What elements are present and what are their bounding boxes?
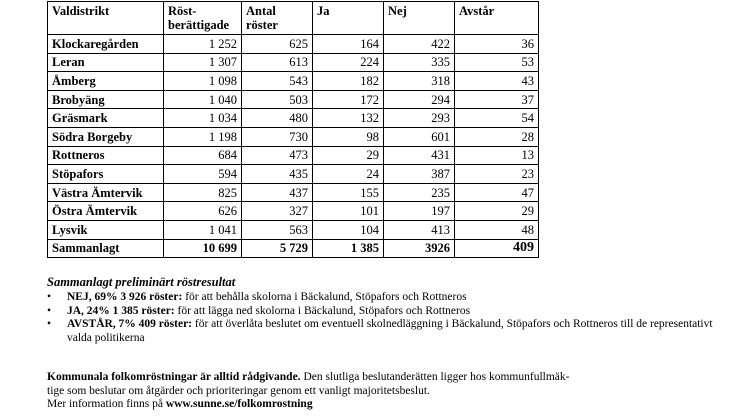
value-cell: 172: [313, 90, 384, 109]
value-cell: 435: [242, 165, 313, 184]
table-row: [48, 146, 539, 165]
value-cell: 825: [164, 183, 242, 202]
info-link[interactable]: www.sunne.se/folkomrostning: [165, 398, 313, 410]
table-row: [48, 202, 539, 221]
summary-item-text: för att lägga ned skolorna i Bäckalund, Stöpafors och Rottneros: [174, 304, 471, 317]
value-cell: 563: [242, 220, 313, 239]
summary-item-text: för att överlåta beslutet om eventuell skolnedläggning i Bäckalund, Stöpafors och Rottneros till de representativt valda politikerna: [67, 318, 713, 344]
value-cell: 23: [455, 165, 539, 184]
table-row: [48, 109, 539, 128]
total-ja: 1 385: [313, 239, 384, 258]
value-cell: 104: [313, 220, 384, 239]
value-cell: 473: [242, 146, 313, 165]
value-cell: 625: [242, 35, 313, 54]
header-avstar: Avstår: [455, 2, 539, 35]
value-cell: 327: [242, 202, 313, 221]
summary-item-nej: [47, 291, 727, 305]
table-row: [48, 220, 539, 239]
district-name-cell: Åmberg: [48, 72, 164, 91]
summary-item-label: JA, 24% 1 385 röster:: [67, 304, 175, 317]
value-cell: 1 040: [164, 90, 242, 109]
value-cell: 335: [384, 53, 455, 72]
value-cell: 684: [164, 146, 242, 165]
table-row: [48, 90, 539, 109]
value-cell: 413: [384, 220, 455, 239]
value-cell: 318: [384, 72, 455, 91]
header-nej: Nej: [384, 2, 455, 35]
value-cell: 601: [384, 127, 455, 146]
results-table: [47, 1, 539, 258]
value-cell: 36: [455, 35, 539, 54]
value-cell: 613: [242, 53, 313, 72]
value-cell: 594: [164, 165, 242, 184]
header-valdistrikt: Valdistrikt: [48, 2, 164, 35]
value-cell: 54: [455, 109, 539, 128]
header-ja: Ja: [313, 2, 384, 35]
footer-info: [47, 371, 727, 412]
value-cell: 53: [455, 53, 539, 72]
table-row: [48, 127, 539, 146]
district-name-cell: Stöpafors: [48, 165, 164, 184]
value-cell: 431: [384, 146, 455, 165]
value-cell: 1 041: [164, 220, 242, 239]
summary-item-ja: [47, 305, 727, 319]
value-cell: 422: [384, 35, 455, 54]
value-cell: 24: [313, 165, 384, 184]
value-cell: 1 307: [164, 53, 242, 72]
header-rostberattigade: Röst- berättigade: [164, 2, 242, 35]
district-name-cell: Rottneros: [48, 146, 164, 165]
value-cell: 480: [242, 109, 313, 128]
total-avstar: 409: [455, 239, 539, 258]
footer-bold-statement: Kommunala folkomröstningar är alltid rådgivande.: [47, 371, 301, 383]
table-row: [48, 72, 539, 91]
value-cell: 164: [313, 35, 384, 54]
value-cell: 730: [242, 127, 313, 146]
value-cell: 29: [455, 202, 539, 221]
value-cell: 235: [384, 183, 455, 202]
total-rostberattigade: 10 699: [164, 239, 242, 258]
total-antal-roster: 5 729: [242, 239, 313, 258]
bullet-icon: •: [47, 291, 52, 303]
value-cell: 37: [455, 90, 539, 109]
footer-line-2: tige som beslutar om åtgärder och prioriteringar genom ett vanligt majoritetsbeslut.: [47, 384, 430, 397]
value-cell: 1 034: [164, 109, 242, 128]
value-cell: 132: [313, 109, 384, 128]
value-cell: 155: [313, 183, 384, 202]
district-name-cell: Brobyäng: [48, 90, 164, 109]
footer-line-3: [47, 398, 727, 412]
summary-list: [47, 291, 727, 345]
footer-text: Mer information finns på: [47, 398, 166, 410]
value-cell: 29: [313, 146, 384, 165]
total-row: [48, 239, 539, 258]
bullet-icon: •: [47, 304, 52, 317]
district-name-cell: Östra Ämtervik: [48, 202, 164, 221]
footer-line-1: [47, 371, 727, 385]
value-cell: 182: [313, 72, 384, 91]
summary-item-label: NEJ, 69% 3 926 röster:: [67, 291, 183, 303]
table-header-row: [48, 2, 539, 35]
table-row: [48, 53, 539, 72]
summary-item-avstar: [47, 318, 727, 345]
value-cell: 293: [384, 109, 455, 128]
total-nej: 3926: [384, 239, 455, 258]
value-cell: 101: [313, 202, 384, 221]
table-row: [48, 183, 539, 202]
value-cell: 98: [313, 127, 384, 146]
value-cell: 28: [455, 127, 539, 146]
district-name-cell: Västra Ämtervik: [48, 183, 164, 202]
total-label: Sammanlagt: [48, 239, 164, 258]
value-cell: 48: [455, 220, 539, 239]
district-name-cell: Södra Borgeby: [48, 127, 164, 146]
district-name-cell: Gräsmark: [48, 109, 164, 128]
summary-item-text: för att behålla skolorna i Bäckalund, Stöpafors och Rottneros: [182, 291, 467, 303]
value-cell: 543: [242, 72, 313, 91]
value-cell: 1 098: [164, 72, 242, 91]
header-antal-roster: Antal röster: [242, 2, 313, 35]
value-cell: 503: [242, 90, 313, 109]
table-row: [48, 165, 539, 184]
bullet-icon: •: [47, 318, 52, 330]
footer-text: Den slutliga beslutanderätten ligger hos kommunfullmäk-: [300, 371, 570, 383]
value-cell: 294: [384, 90, 455, 109]
value-cell: 43: [455, 72, 539, 91]
value-cell: 13: [455, 146, 539, 165]
value-cell: 626: [164, 202, 242, 221]
summary-title: Sammanlagt preliminärt röstresultat: [47, 275, 236, 289]
district-name-cell: Klockaregården: [48, 35, 164, 54]
value-cell: 1 252: [164, 35, 242, 54]
value-cell: 387: [384, 165, 455, 184]
value-cell: 224: [313, 53, 384, 72]
table-row: [48, 35, 539, 54]
value-cell: 47: [455, 183, 539, 202]
value-cell: 1 198: [164, 127, 242, 146]
value-cell: 197: [384, 202, 455, 221]
district-name-cell: Lysvik: [48, 220, 164, 239]
district-name-cell: Leran: [48, 53, 164, 72]
value-cell: 437: [242, 183, 313, 202]
table-body: [48, 35, 539, 240]
summary-item-label: AVSTÅR, 7% 409 röster:: [67, 318, 195, 330]
